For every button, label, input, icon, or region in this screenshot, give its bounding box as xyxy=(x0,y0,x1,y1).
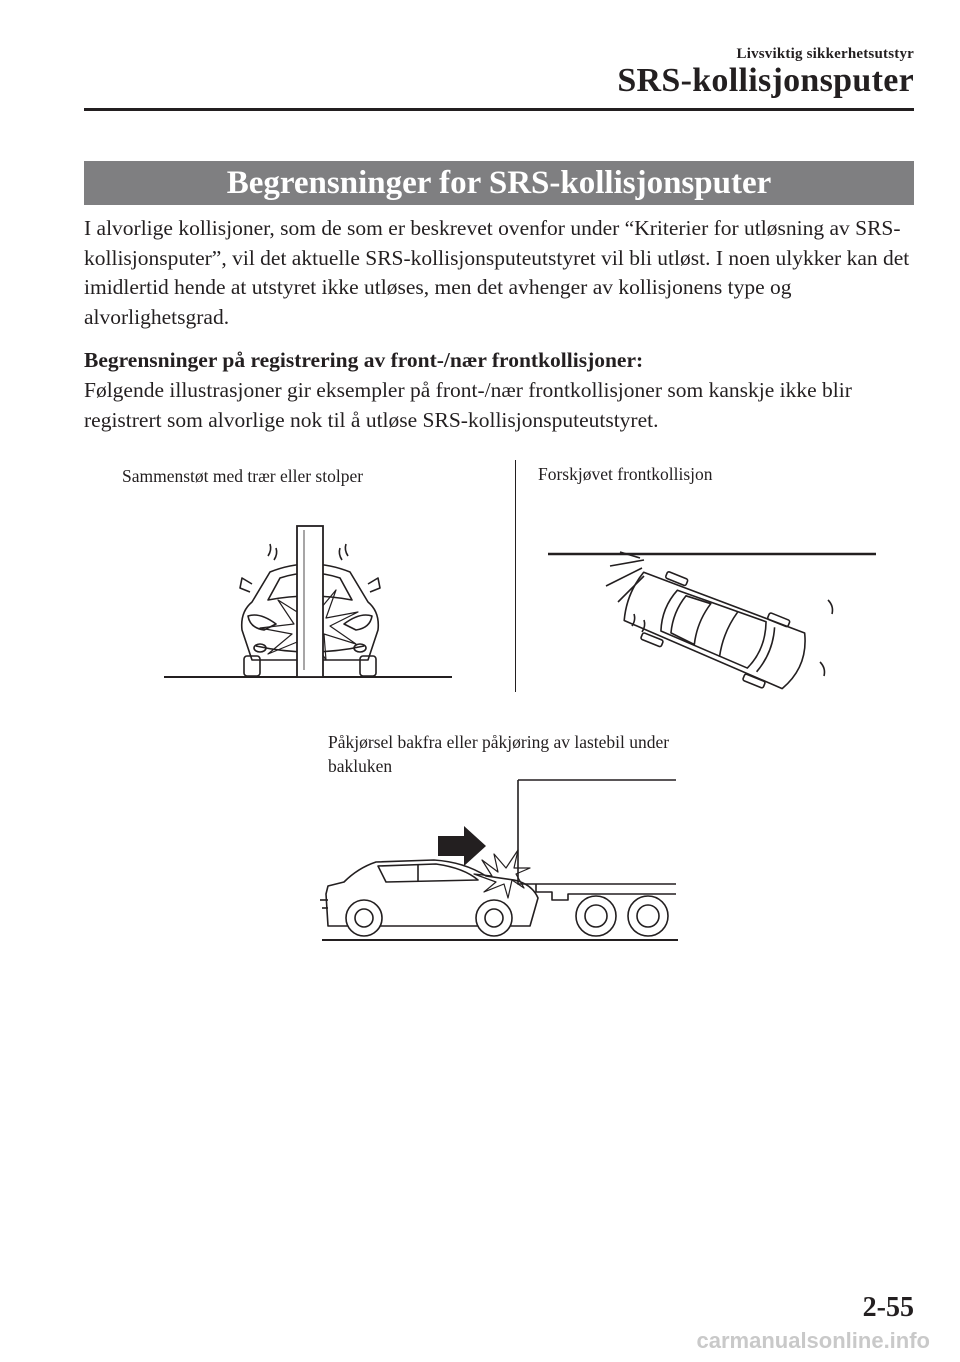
section-title: SRS-kollisjonsputer xyxy=(617,62,914,99)
illustration-caption-offset: Forskjøvet frontkollisjon xyxy=(538,464,713,484)
watermark: carmanualsonline.info xyxy=(696,1328,930,1353)
illustration-caption-pole: Sammenstøt med trær eller stolper xyxy=(122,466,364,486)
page-number: 2-55 xyxy=(862,1292,914,1323)
chapter-title: Livsviktig sikkerhetsutstyr xyxy=(736,46,914,62)
pole-collision-illustration xyxy=(160,520,460,690)
subsection-text: Følgende illustrasjoner gir eksempler på front-/nær frontkollisjoner som kanskje ikke blir registrert som alvorlige nok til å utløse SRS-kollisjonsputeutstyret. xyxy=(84,378,852,432)
subsection-heading: Begrensninger på registrering av front-/nær frontkollisjoner: xyxy=(84,348,644,372)
page-title: Begrensninger for SRS-kollisjonsputer xyxy=(84,161,914,205)
offset-collision-illustration xyxy=(540,530,880,690)
illustration-divider xyxy=(515,460,516,692)
intro-paragraph: I alvorlige kollisjoner, som de som er beskrevet ovenfor under “Kriterier for utløsning av SRS-kollisjonsputer”, vil det aktuelle SRS-kollisjonsputeutstyret vil bli utløst. I noen ulykker kan det imidlertid hende at utstyret ikke utløses, men det avhenger av kollisjonens type og alvorlighetsgrad. xyxy=(84,216,910,329)
illustration-caption-underride: Påkjørsel bakfra eller påkjøring av lastebil under bakluken xyxy=(328,732,670,776)
underride-collision-illustration xyxy=(318,776,682,946)
header-rule xyxy=(84,108,914,111)
